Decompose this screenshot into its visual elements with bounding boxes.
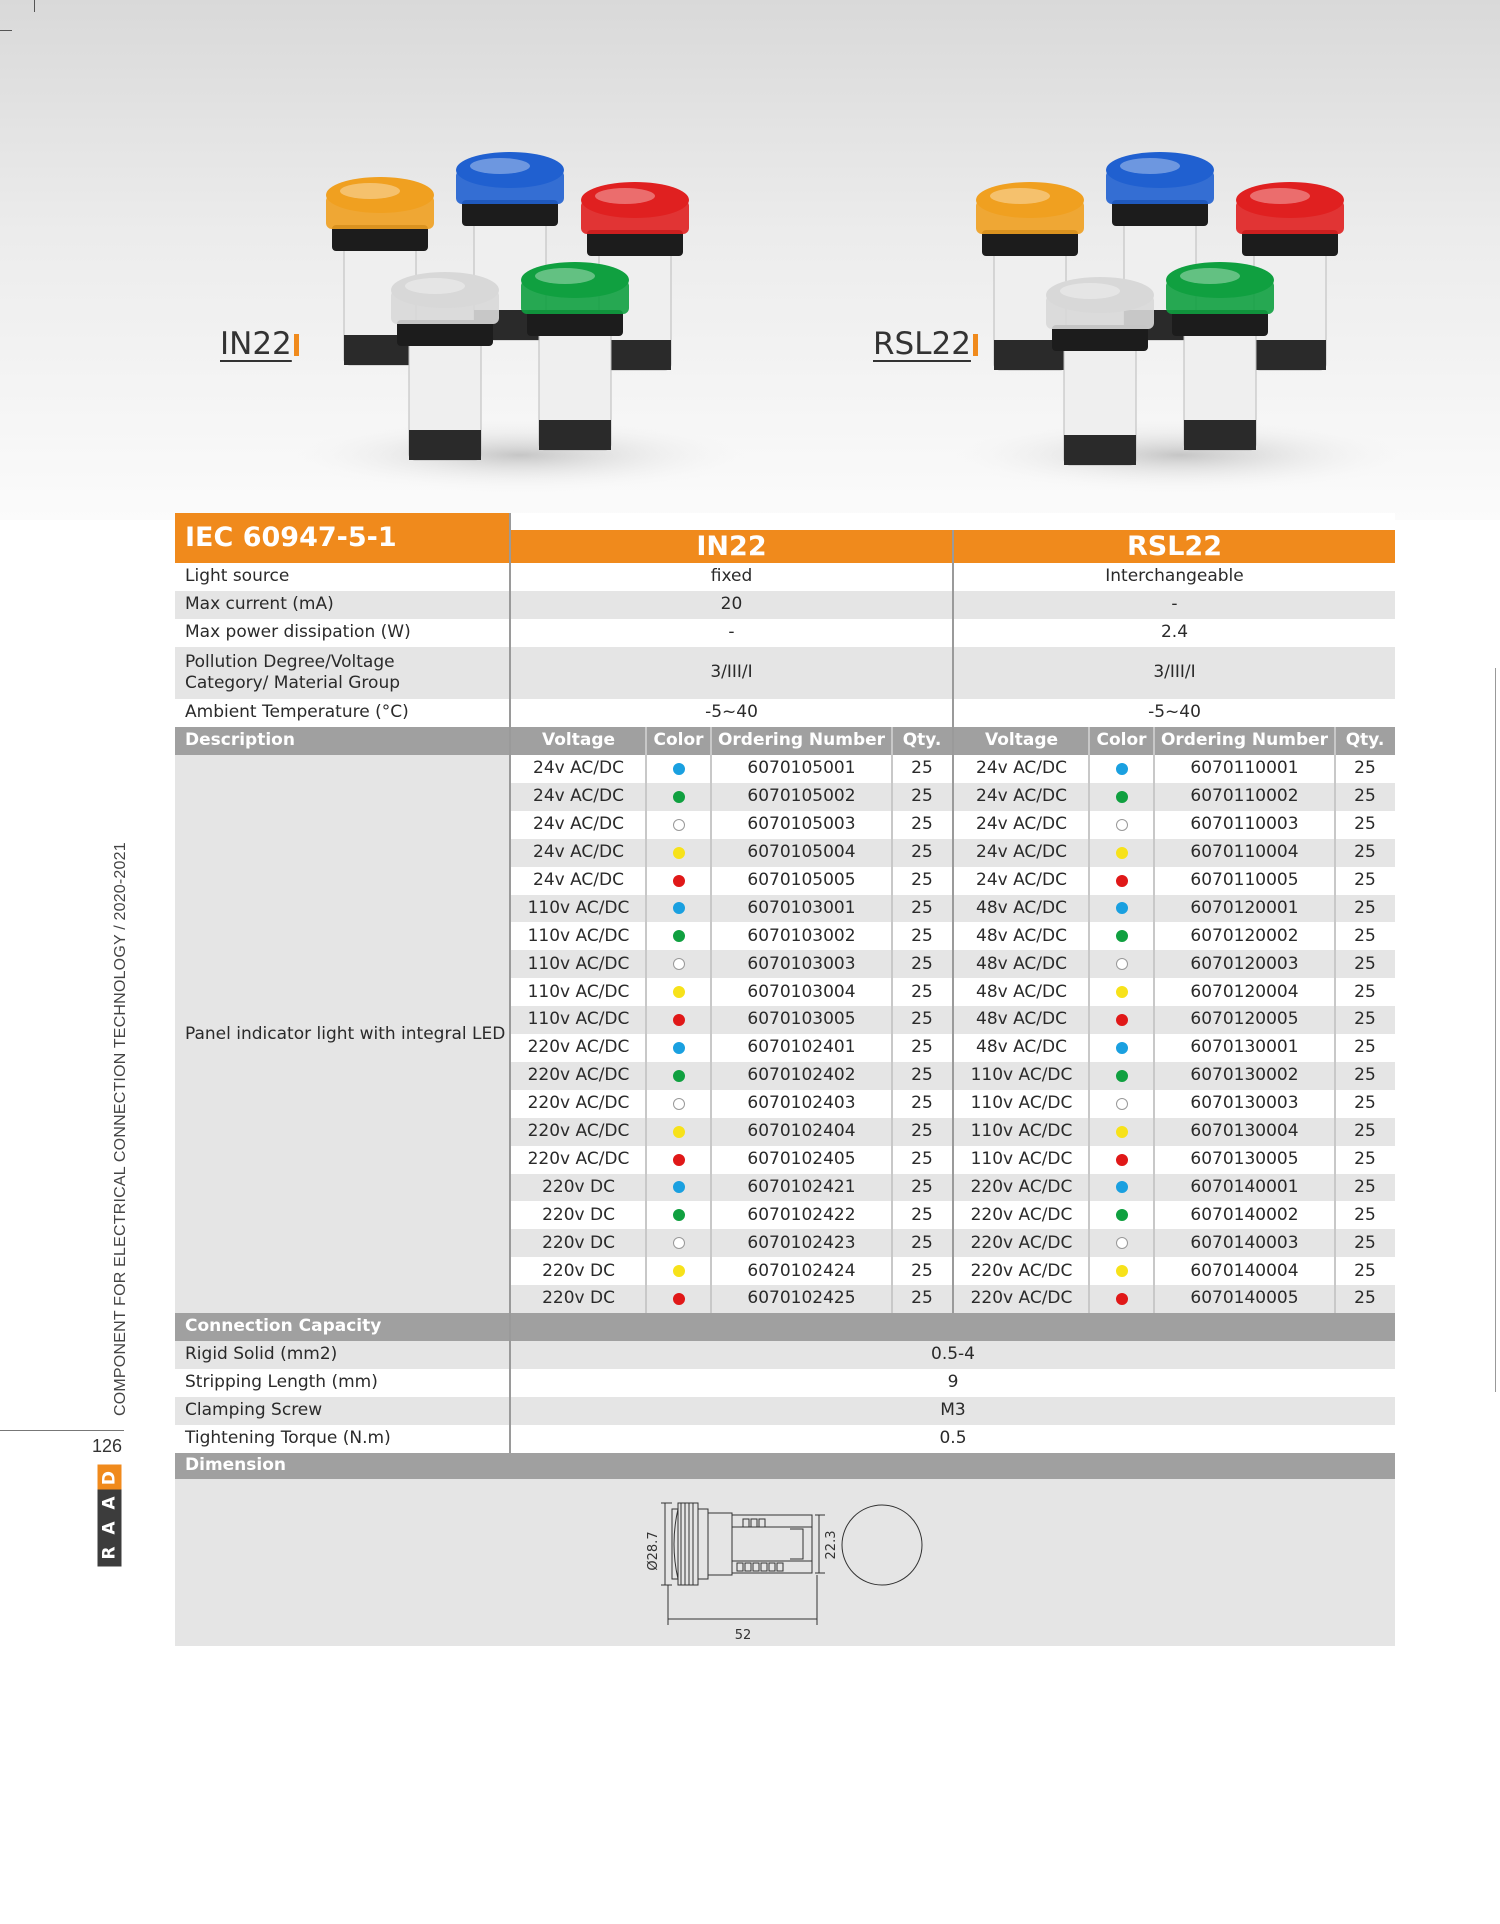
- in22-qty: 25: [911, 1121, 933, 1141]
- in22-ordering-number: 6070103003: [747, 953, 856, 974]
- in22-ordering-number: 6070102404: [747, 1121, 856, 1141]
- color-dot-icon: [1116, 902, 1128, 914]
- in22-color: [646, 811, 711, 839]
- color-dot-icon: [673, 1070, 685, 1082]
- connection-row: [175, 1341, 1395, 1369]
- in22-voltage: 220v AC/DC: [527, 1148, 630, 1169]
- connection-value: 9: [947, 1372, 959, 1393]
- rsl22-color: [1089, 1257, 1154, 1285]
- color-dot-icon: [1116, 1042, 1128, 1054]
- rsl22-color: [1089, 1006, 1154, 1034]
- description-cell: Panel indicator light with integral LED: [175, 755, 509, 1313]
- in22-color: [646, 895, 711, 923]
- rsl22-ordering-number: 6070120004: [1190, 981, 1299, 1002]
- rsl22-color: [1089, 1201, 1154, 1229]
- description-header-row: [175, 727, 1395, 755]
- color-dot-icon: [1116, 1293, 1128, 1305]
- in22-value: -: [728, 622, 735, 643]
- rsl22-voltage: 24v AC/DC: [976, 869, 1067, 890]
- property-row: [175, 563, 1395, 591]
- rsl22-voltage: 48v AC/DC: [976, 1009, 1067, 1030]
- property-row: [175, 647, 1395, 699]
- rsl22-color: [1089, 978, 1154, 1006]
- rsl22-ordering-number: 6070120002: [1190, 925, 1299, 946]
- rsl22-value: 2.4: [1160, 622, 1189, 643]
- in22-voltage: 220v AC/DC: [527, 1121, 630, 1141]
- in22-voltage: 220v AC/DC: [527, 1037, 630, 1058]
- rsl22-qty: 25: [1354, 1288, 1376, 1309]
- in22-voltage: 220v DC: [542, 1260, 615, 1281]
- rsl22-ordering-number: 6070110005: [1190, 869, 1299, 890]
- rsl22-ordering-number: 6070120003: [1190, 953, 1299, 974]
- connection-value: 0.5-4: [931, 1344, 975, 1365]
- in22-qty: 25: [911, 786, 933, 807]
- in22-voltage: 24v AC/DC: [533, 758, 624, 779]
- ordering-header: Ordering Number: [1160, 730, 1329, 751]
- color-dot-icon: [1116, 986, 1128, 998]
- color-dot-icon: [1116, 1098, 1128, 1110]
- rsl22-ordering-number: 6070110002: [1190, 786, 1299, 807]
- side-divider: [0, 1430, 124, 1431]
- in22-header: [511, 530, 952, 563]
- column-divider: [1088, 727, 1090, 1313]
- rsl22-voltage: 110v AC/DC: [970, 1121, 1073, 1141]
- color-header: Color: [1096, 730, 1147, 751]
- in22-voltage: 24v AC/DC: [533, 842, 624, 862]
- in22-qty: 25: [911, 814, 933, 835]
- page-number: 126: [92, 1436, 123, 1456]
- color-dot-icon: [673, 986, 685, 998]
- color-dot-icon: [673, 930, 685, 942]
- color-dot-icon: [673, 763, 685, 775]
- rsl22-color: [1089, 1118, 1154, 1146]
- rsl22-color: [1089, 1062, 1154, 1090]
- rsl22-qty: 25: [1354, 1009, 1376, 1030]
- in22-voltage: 220v DC: [542, 1176, 615, 1197]
- color-dot-icon: [1116, 1154, 1128, 1166]
- rsl22-voltage: 110v AC/DC: [970, 1065, 1073, 1086]
- in22-voltage: 110v AC/DC: [527, 953, 630, 974]
- rsl22-qty: 25: [1354, 814, 1376, 835]
- rsl22-voltage: 48v AC/DC: [976, 897, 1067, 918]
- length-dimension: 52: [734, 1628, 752, 1643]
- rsl22-ordering-number: 6070140005: [1190, 1288, 1299, 1309]
- rsl22-qty: 25: [1354, 758, 1376, 779]
- in22-ordering-number: 6070105003: [747, 814, 856, 835]
- rsl22-color: [1089, 1285, 1154, 1313]
- property-label: Light source: [185, 566, 290, 587]
- column-divider: [710, 727, 712, 1313]
- logo-letter: A: [98, 1490, 122, 1517]
- color-dot-icon: [673, 1237, 685, 1249]
- color-dot-icon: [673, 958, 685, 970]
- in22-ordering-number: 6070102403: [747, 1093, 856, 1114]
- rsl22-voltage: 24v AC/DC: [976, 814, 1067, 835]
- dimension-header: Dimension: [185, 1455, 287, 1476]
- color-dot-icon: [1116, 763, 1128, 775]
- in22-color: [646, 978, 711, 1006]
- rsl22-color: [1089, 867, 1154, 895]
- color-dot-icon: [1116, 1070, 1128, 1082]
- in22-ordering-number: 6070102402: [747, 1065, 856, 1086]
- color-dot-icon: [673, 847, 685, 859]
- in22-voltage: 220v DC: [542, 1232, 615, 1253]
- connection-value: M3: [940, 1400, 966, 1421]
- color-dot-icon: [1116, 1209, 1128, 1221]
- rsl22-ordering-number: 6070110004: [1190, 842, 1299, 862]
- rsl22-ordering-number: 6070130003: [1190, 1093, 1299, 1114]
- color-dot-icon: [673, 1209, 685, 1221]
- in22-color: [646, 867, 711, 895]
- rsl22-header: [954, 530, 1395, 563]
- connection-row: [175, 1397, 1395, 1425]
- rsl22-qty: 25: [1354, 786, 1376, 807]
- rsl22-qty: 25: [1354, 1093, 1376, 1114]
- dimension-header-row: [175, 1453, 1395, 1479]
- rsl22-color: [1089, 895, 1154, 923]
- connection-header: Connection Capacity: [185, 1316, 382, 1337]
- property-row: [175, 591, 1395, 619]
- rsl22-voltage: 220v AC/DC: [970, 1232, 1073, 1253]
- rsl22-voltage: 24v AC/DC: [976, 786, 1067, 807]
- in22-color: [646, 1146, 711, 1174]
- color-dot-icon: [1116, 958, 1128, 970]
- rsl22-ordering-number: 6070130004: [1190, 1121, 1299, 1141]
- in22-qty: 25: [911, 1176, 933, 1197]
- connection-label: Stripping Length (mm): [185, 1372, 378, 1393]
- standard-title: IEC 60947-5-1: [185, 522, 397, 554]
- in22-voltage: 110v AC/DC: [527, 1009, 630, 1030]
- in22-voltage: 220v AC/DC: [527, 1065, 630, 1086]
- color-dot-icon: [673, 1293, 685, 1305]
- rsl22-qty: 25: [1354, 1065, 1376, 1086]
- dimension-drawing: [175, 1479, 1395, 1646]
- in22-qty: 25: [911, 953, 933, 974]
- description-header: Description: [185, 730, 295, 751]
- in22-ordering-number: 6070103004: [747, 981, 856, 1002]
- property-label: Max current (mA): [185, 594, 334, 615]
- in22-color: [646, 1034, 711, 1062]
- rsl22-qty: 25: [1354, 1260, 1376, 1281]
- property-label: Max power dissipation (W): [185, 622, 411, 643]
- rsl22-voltage: 48v AC/DC: [976, 925, 1067, 946]
- rsl22-voltage: 48v AC/DC: [976, 1037, 1067, 1058]
- voltage-header: Voltage: [984, 730, 1059, 751]
- in22-color: [646, 1229, 711, 1257]
- product-photo-area: [0, 0, 1500, 520]
- in22-value: -5~40: [705, 702, 758, 723]
- table-header-row: [175, 513, 1395, 563]
- color-dot-icon: [1116, 847, 1128, 859]
- in22-color: [646, 1006, 711, 1034]
- rsl22-ordering-number: 6070120001: [1190, 897, 1299, 918]
- in22-color: [646, 1062, 711, 1090]
- color-dot-icon: [1116, 791, 1128, 803]
- rsl22-color: [1089, 1034, 1154, 1062]
- in22-ordering-number: 6070105004: [747, 842, 856, 862]
- color-dot-icon: [1116, 875, 1128, 887]
- in22-value: 20: [720, 594, 743, 615]
- color-dot-icon: [673, 1098, 685, 1110]
- color-dot-icon: [673, 902, 685, 914]
- rsl22-qty: 25: [1354, 981, 1376, 1002]
- column-divider: [1334, 727, 1336, 1313]
- color-dot-icon: [1116, 1237, 1128, 1249]
- in22-qty: 25: [911, 758, 933, 779]
- in22-ordering-number: 6070102421: [747, 1176, 856, 1197]
- rsl22-color: [1089, 950, 1154, 978]
- rsl22-qty: 25: [1354, 1037, 1376, 1058]
- orange-marker: [973, 334, 978, 356]
- rsl22-color: [1089, 1146, 1154, 1174]
- in22-color: [646, 1285, 711, 1313]
- rsl22-qty: 25: [1354, 869, 1376, 890]
- catalog-side-title: COMPONENT FOR ELECTRICAL CONNECTION TECHNOLOGY / 2020-2021: [112, 842, 129, 1416]
- in22-color: [646, 1174, 711, 1202]
- rsl22-qty: 25: [1354, 1232, 1376, 1253]
- color-dot-icon: [1116, 1126, 1128, 1138]
- color-dot-icon: [673, 791, 685, 803]
- in22-ordering-number: 6070105005: [747, 869, 856, 890]
- rsl22-color: [1089, 755, 1154, 783]
- in22-voltage: 24v AC/DC: [533, 814, 624, 835]
- connection-row: [175, 1369, 1395, 1397]
- rsl22-ordering-number: 6070140002: [1190, 1204, 1299, 1225]
- dimension-drawing-area: [175, 1479, 1395, 1646]
- orange-marker: [294, 334, 299, 356]
- color-dot-icon: [1116, 1014, 1128, 1026]
- in22-ordering-number: 6070105002: [747, 786, 856, 807]
- in22-color: [646, 783, 711, 811]
- in22-qty: 25: [911, 842, 933, 862]
- color-header: Color: [653, 730, 704, 751]
- in22-qty: 25: [911, 1204, 933, 1225]
- in22-color: [646, 1257, 711, 1285]
- rsl22-voltage: 220v AC/DC: [970, 1288, 1073, 1309]
- rsl22-voltage: 110v AC/DC: [970, 1148, 1073, 1169]
- color-dot-icon: [1116, 1265, 1128, 1277]
- ordering-header: Ordering Number: [717, 730, 886, 751]
- raad-logo: [96, 1466, 123, 1565]
- in22-qty: 25: [911, 869, 933, 890]
- logo-letter: D: [98, 1465, 122, 1492]
- in22-ordering-number: 6070105001: [747, 758, 856, 779]
- property-label: Ambient Temperature (°C): [185, 702, 409, 723]
- in22-qty: 25: [911, 897, 933, 918]
- in22-ordering-number: 6070102425: [747, 1288, 856, 1309]
- in22-qty: 25: [911, 1288, 933, 1309]
- color-dot-icon: [673, 1265, 685, 1277]
- in22-product-label: [220, 326, 299, 362]
- rsl22-voltage: 24v AC/DC: [976, 758, 1067, 779]
- rsl22-qty: 25: [1354, 1204, 1376, 1225]
- color-dot-icon: [673, 1042, 685, 1054]
- in22-voltage: 24v AC/DC: [533, 869, 624, 890]
- rsl22-qty: 25: [1354, 842, 1376, 862]
- standard-header: [175, 513, 509, 563]
- connection-row: [175, 1425, 1395, 1453]
- property-row: [175, 619, 1395, 647]
- column-divider: [509, 513, 511, 1453]
- rsl22-color: [1089, 811, 1154, 839]
- in22-color: [646, 755, 711, 783]
- rsl22-ordering-number: 6070140003: [1190, 1232, 1299, 1253]
- in22-label-text: IN22: [220, 326, 292, 362]
- in22-product-image: [0, 0, 1500, 520]
- rsl22-color: [1089, 922, 1154, 950]
- rsl22-ordering-number: 6070140001: [1190, 1176, 1299, 1197]
- color-dot-icon: [1116, 1181, 1128, 1193]
- rsl22-qty: 25: [1354, 1148, 1376, 1169]
- rsl22-header-text: RSL22: [1126, 530, 1222, 562]
- rsl22-value: Interchangeable: [1105, 566, 1244, 587]
- in22-voltage: 110v AC/DC: [527, 925, 630, 946]
- rsl22-voltage: 24v AC/DC: [976, 842, 1067, 862]
- in22-color: [646, 1118, 711, 1146]
- column-divider: [1153, 727, 1155, 1313]
- rsl22-product-label: [873, 326, 978, 362]
- in22-color: [646, 839, 711, 867]
- in22-qty: 25: [911, 1009, 933, 1030]
- rsl22-qty: 25: [1354, 953, 1376, 974]
- rsl22-color: [1089, 783, 1154, 811]
- in22-ordering-number: 6070102422: [747, 1204, 856, 1225]
- in22-qty: 25: [911, 1232, 933, 1253]
- in22-qty: 25: [911, 1093, 933, 1114]
- in22-header-text: IN22: [696, 530, 767, 562]
- in22-ordering-number: 6070103005: [747, 1009, 856, 1030]
- height-dimension: 22.3: [824, 1530, 839, 1560]
- column-divider: [645, 727, 647, 1313]
- in22-qty: 25: [911, 925, 933, 946]
- voltage-header: Voltage: [541, 730, 616, 751]
- color-dot-icon: [673, 1154, 685, 1166]
- rsl22-qty: 25: [1354, 925, 1376, 946]
- rsl22-qty: 25: [1354, 1176, 1376, 1197]
- connection-header-row: [175, 1313, 1395, 1341]
- in22-qty: 25: [911, 1148, 933, 1169]
- in22-voltage: 220v AC/DC: [527, 1093, 630, 1114]
- in22-voltage: 220v DC: [542, 1288, 615, 1309]
- logo-letter: A: [98, 1515, 122, 1542]
- in22-value: 3/III/I: [710, 662, 753, 683]
- rsl22-color: [1089, 1229, 1154, 1257]
- in22-qty: 25: [911, 1260, 933, 1281]
- color-dot-icon: [673, 1126, 685, 1138]
- rsl22-qty: 25: [1354, 897, 1376, 918]
- rsl22-voltage: 48v AC/DC: [976, 953, 1067, 974]
- in22-ordering-number: 6070102405: [747, 1148, 856, 1169]
- color-dot-icon: [1116, 930, 1128, 942]
- rsl22-ordering-number: 6070130005: [1190, 1148, 1299, 1169]
- color-dot-icon: [673, 1181, 685, 1193]
- rsl22-ordering-number: 6070140004: [1190, 1260, 1299, 1281]
- in22-color: [646, 950, 711, 978]
- diameter-dimension: Ø28.7: [646, 1531, 661, 1571]
- color-dot-icon: [673, 875, 685, 887]
- in22-ordering-number: 6070102424: [747, 1260, 856, 1281]
- property-label: Pollution Degree/Voltage Category/ Material Group: [185, 651, 401, 693]
- rsl22-color: [1089, 1090, 1154, 1118]
- in22-voltage: 24v AC/DC: [533, 786, 624, 807]
- rsl22-value: -5~40: [1148, 702, 1201, 723]
- rsl22-color: [1089, 1174, 1154, 1202]
- rsl22-voltage: 220v AC/DC: [970, 1204, 1073, 1225]
- rsl22-ordering-number: 6070130002: [1190, 1065, 1299, 1086]
- column-divider: [891, 727, 893, 1313]
- in22-voltage: 110v AC/DC: [527, 981, 630, 1002]
- rsl22-voltage: 48v AC/DC: [976, 981, 1067, 1002]
- qty-header: Qty.: [1345, 730, 1385, 751]
- in22-ordering-number: 6070103002: [747, 925, 856, 946]
- logo-letter: R: [98, 1540, 122, 1567]
- in22-qty: 25: [911, 1065, 933, 1086]
- in22-ordering-number: 6070103001: [747, 897, 856, 918]
- qty-header: Qty.: [902, 730, 942, 751]
- page-edge-line: [1495, 668, 1496, 1392]
- in22-voltage: 220v DC: [542, 1204, 615, 1225]
- in22-ordering-number: 6070102423: [747, 1232, 856, 1253]
- color-dot-icon: [673, 1014, 685, 1026]
- color-dot-icon: [1116, 819, 1128, 831]
- rsl22-voltage: 220v AC/DC: [970, 1176, 1073, 1197]
- rsl22-color: [1089, 839, 1154, 867]
- color-dot-icon: [673, 819, 685, 831]
- in22-qty: 25: [911, 1037, 933, 1058]
- rsl22-qty: 25: [1354, 1121, 1376, 1141]
- in22-voltage: 110v AC/DC: [527, 897, 630, 918]
- rsl22-value: 3/III/I: [1153, 662, 1196, 683]
- in22-qty: 25: [911, 981, 933, 1002]
- rsl22-ordering-number: 6070110001: [1190, 758, 1299, 779]
- in22-color: [646, 1090, 711, 1118]
- column-divider: [952, 530, 954, 1313]
- connection-label: Clamping Screw: [185, 1400, 323, 1421]
- connection-value: 0.5: [939, 1428, 967, 1449]
- in22-ordering-number: 6070102401: [747, 1037, 856, 1058]
- connection-label: Rigid Solid (mm2): [185, 1344, 338, 1365]
- rsl22-voltage: 110v AC/DC: [970, 1093, 1073, 1114]
- in22-color: [646, 1201, 711, 1229]
- rsl22-value: -: [1171, 594, 1178, 615]
- rsl22-ordering-number: 6070120005: [1190, 1009, 1299, 1030]
- rsl22-label-text: RSL22: [873, 326, 971, 362]
- in22-value: fixed: [710, 566, 753, 587]
- rsl22-ordering-number: 6070130001: [1190, 1037, 1299, 1058]
- rsl22-ordering-number: 6070110003: [1190, 814, 1299, 835]
- connection-label: Tightening Torque (N.m): [185, 1428, 391, 1449]
- rsl22-voltage: 220v AC/DC: [970, 1260, 1073, 1281]
- property-row: [175, 699, 1395, 727]
- in22-color: [646, 922, 711, 950]
